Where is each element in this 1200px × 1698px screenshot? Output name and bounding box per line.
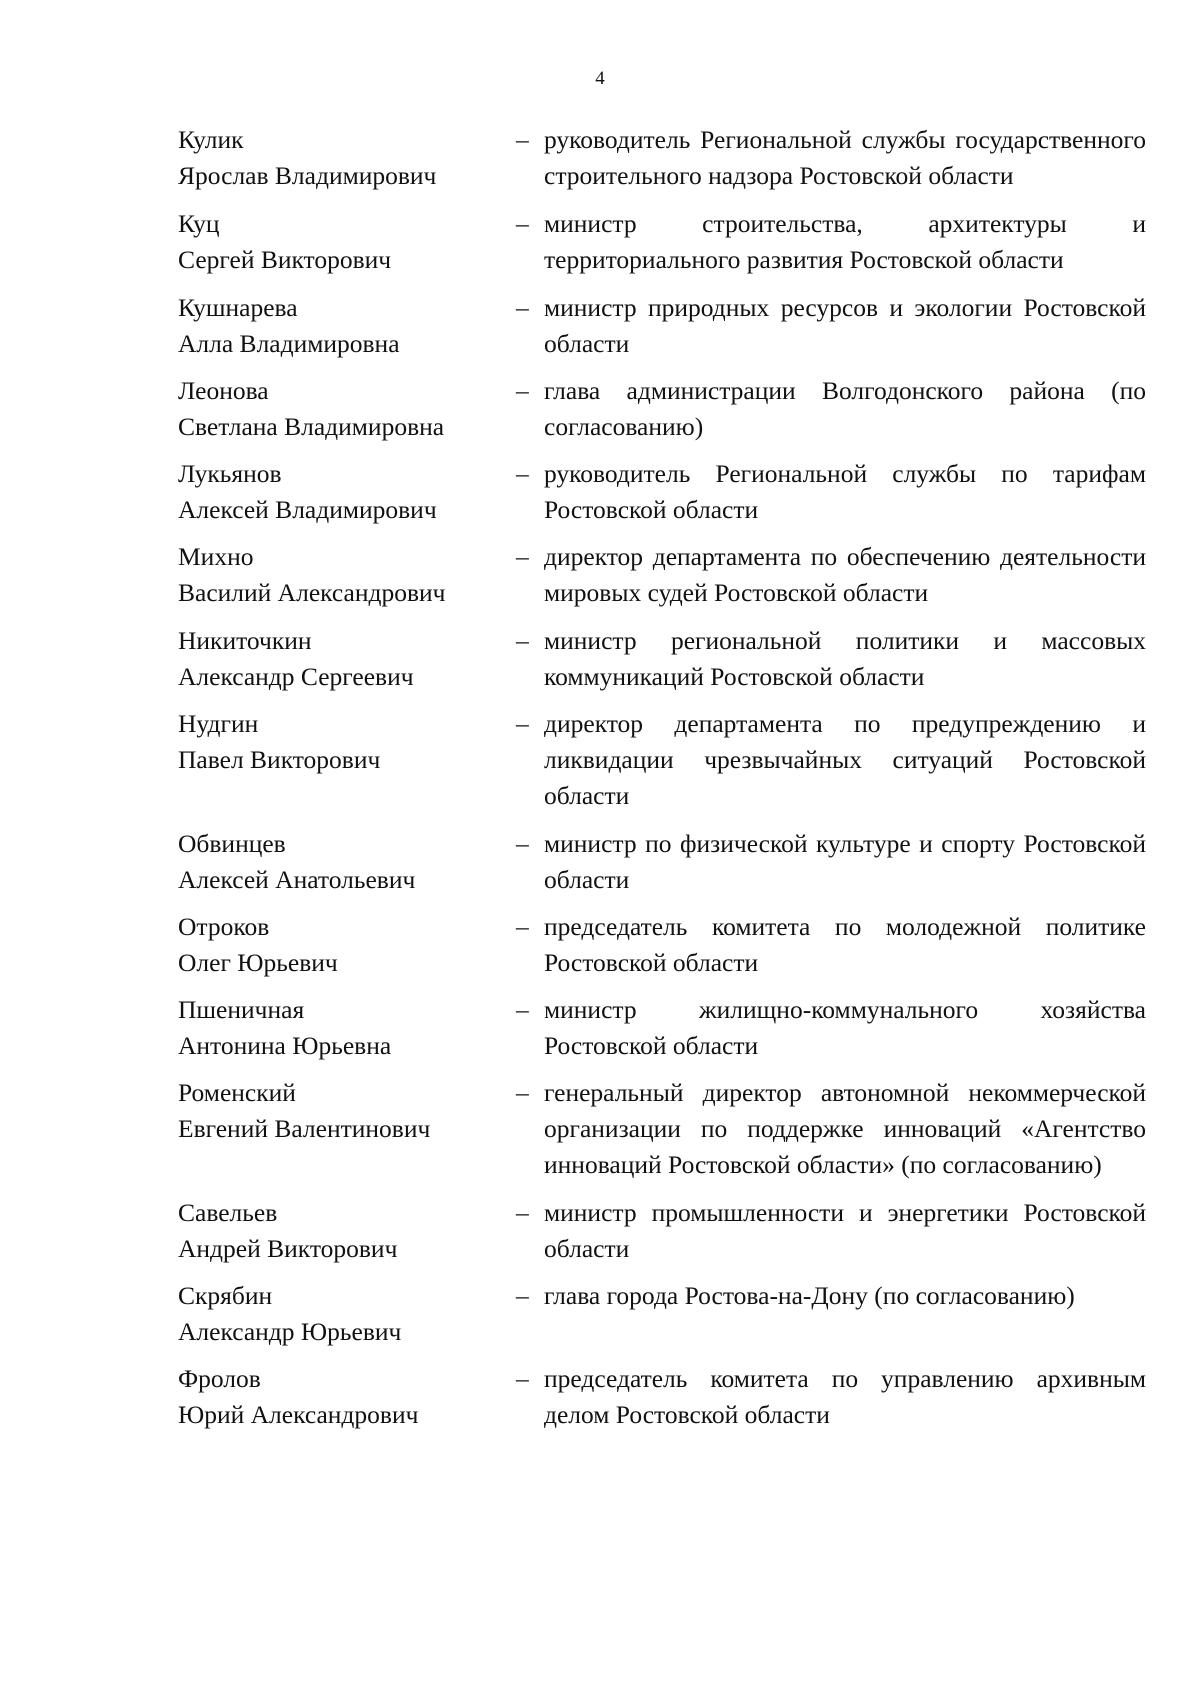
member-row (178, 826, 1146, 898)
dash-separator: – (516, 1364, 529, 1393)
member-name (178, 373, 516, 445)
member-name (178, 539, 516, 611)
member-name (178, 826, 516, 898)
member-surname: Никиточкин (178, 626, 312, 655)
member-name (178, 1075, 516, 1183)
member-row (178, 206, 1146, 278)
member-position: директор департамента по обеспечению деятельности мировых судей Ростовской области (544, 542, 1146, 607)
member-position: директор департамента по предупреждению и ликвидации чрезвычайных ситуаций Ростовской области (544, 709, 1146, 810)
member-given-names: Сергей Викторович (178, 245, 392, 274)
dash-separator: – (516, 459, 529, 488)
member-row (178, 1361, 1146, 1433)
dash-separator: – (516, 829, 529, 858)
member-position: министр промышленности и энергетики Ростовской области (544, 1198, 1146, 1263)
dash-separator: – (516, 125, 529, 154)
member-position: министр природных ресурсов и экологии Ростовской области (544, 293, 1146, 358)
member-given-names: Ярослав Владимирович (178, 161, 437, 190)
member-given-names: Антонина Юрьевна (178, 1031, 392, 1060)
member-given-names: Павел Викторович (178, 745, 381, 774)
dash-separator: – (516, 626, 529, 655)
member-surname: Скрябин (178, 1281, 273, 1310)
member-row (178, 909, 1146, 981)
member-position: руководитель Региональной службы по тарифам Ростовской области (544, 459, 1146, 524)
member-surname: Отроков (178, 912, 270, 941)
dash-separator: – (516, 1198, 529, 1227)
member-surname: Кушнарева (178, 293, 298, 322)
dash-separator: – (516, 209, 529, 238)
member-given-names: Алла Владимировна (178, 329, 400, 358)
member-given-names: Олег Юрьевич (178, 948, 338, 977)
page-number: 4 (595, 68, 605, 89)
member-name (178, 1278, 516, 1350)
member-row (178, 456, 1146, 528)
member-row (178, 1075, 1146, 1183)
member-surname: Обвинцев (178, 829, 286, 858)
member-row (178, 373, 1146, 445)
dash-separator: – (516, 912, 529, 941)
member-name (178, 623, 516, 695)
member-given-names: Юрий Александрович (178, 1400, 419, 1429)
member-name (178, 206, 516, 278)
dash-separator: – (516, 293, 529, 322)
member-surname: Кулик (178, 125, 244, 154)
member-position: министр по физической культуре и спорту Ростовской области (544, 829, 1146, 894)
member-position: министр жилищно-коммунального хозяйства Ростовской области (544, 995, 1146, 1060)
member-row (178, 706, 1146, 814)
dash-separator: – (516, 1078, 529, 1107)
member-surname: Нудгин (178, 709, 259, 738)
member-position: председатель комитета по молодежной политике Ростовской области (544, 912, 1146, 977)
member-list (178, 122, 1146, 1444)
member-given-names: Алексей Владимирович (178, 495, 437, 524)
dash-separator: – (516, 376, 529, 405)
member-given-names: Андрей Викторович (178, 1234, 398, 1263)
member-given-names: Александр Сергеевич (178, 662, 414, 691)
member-position: руководитель Региональной службы государственного строительного надзора Ростовской области (544, 125, 1146, 190)
member-name (178, 706, 516, 814)
member-surname: Роменский (178, 1078, 296, 1107)
member-row (178, 122, 1146, 194)
member-name (178, 1361, 516, 1433)
member-given-names: Евгений Валентинович (178, 1114, 431, 1143)
member-surname: Пшеничная (178, 995, 305, 1024)
member-row (178, 1195, 1146, 1267)
member-row (178, 992, 1146, 1064)
member-row (178, 539, 1146, 611)
member-given-names: Александр Юрьевич (178, 1317, 402, 1346)
member-name (178, 290, 516, 362)
member-surname: Фролов (178, 1364, 261, 1393)
dash-separator: – (516, 542, 529, 571)
member-surname: Куц (178, 209, 220, 238)
member-row (178, 623, 1146, 695)
dash-separator: – (516, 709, 529, 738)
member-given-names: Светлана Владимировна (178, 412, 445, 441)
member-name (178, 122, 516, 194)
dash-separator: – (516, 1281, 529, 1310)
dash-separator: – (516, 995, 529, 1024)
member-surname: Савельев (178, 1198, 278, 1227)
member-surname: Лукьянов (178, 459, 282, 488)
member-surname: Михно (178, 542, 254, 571)
member-name (178, 992, 516, 1064)
member-position: министр региональной политики и массовых коммуникаций Ростовской области (544, 626, 1146, 691)
member-surname: Леонова (178, 376, 269, 405)
member-given-names: Алексей Анатольевич (178, 865, 416, 894)
member-position: министр строительства, архитектуры и территориального развития Ростовской области (544, 209, 1146, 274)
member-position: глава города Ростова-на-Дону (по согласованию) (544, 1281, 1075, 1310)
member-position: глава администрации Волгодонского района (по согласованию) (544, 376, 1146, 441)
member-position: председатель комитета по управлению архивным делом Ростовской области (544, 1364, 1146, 1429)
member-given-names: Василий Александрович (178, 578, 446, 607)
member-name (178, 1195, 516, 1267)
member-row (178, 1278, 1146, 1350)
member-name (178, 909, 516, 981)
member-name (178, 456, 516, 528)
member-row (178, 290, 1146, 362)
member-position: генеральный директор автономной некоммерческой организации по поддержке инноваций «Агентство инноваций Ростовской области» (по согласованию) (544, 1078, 1146, 1179)
